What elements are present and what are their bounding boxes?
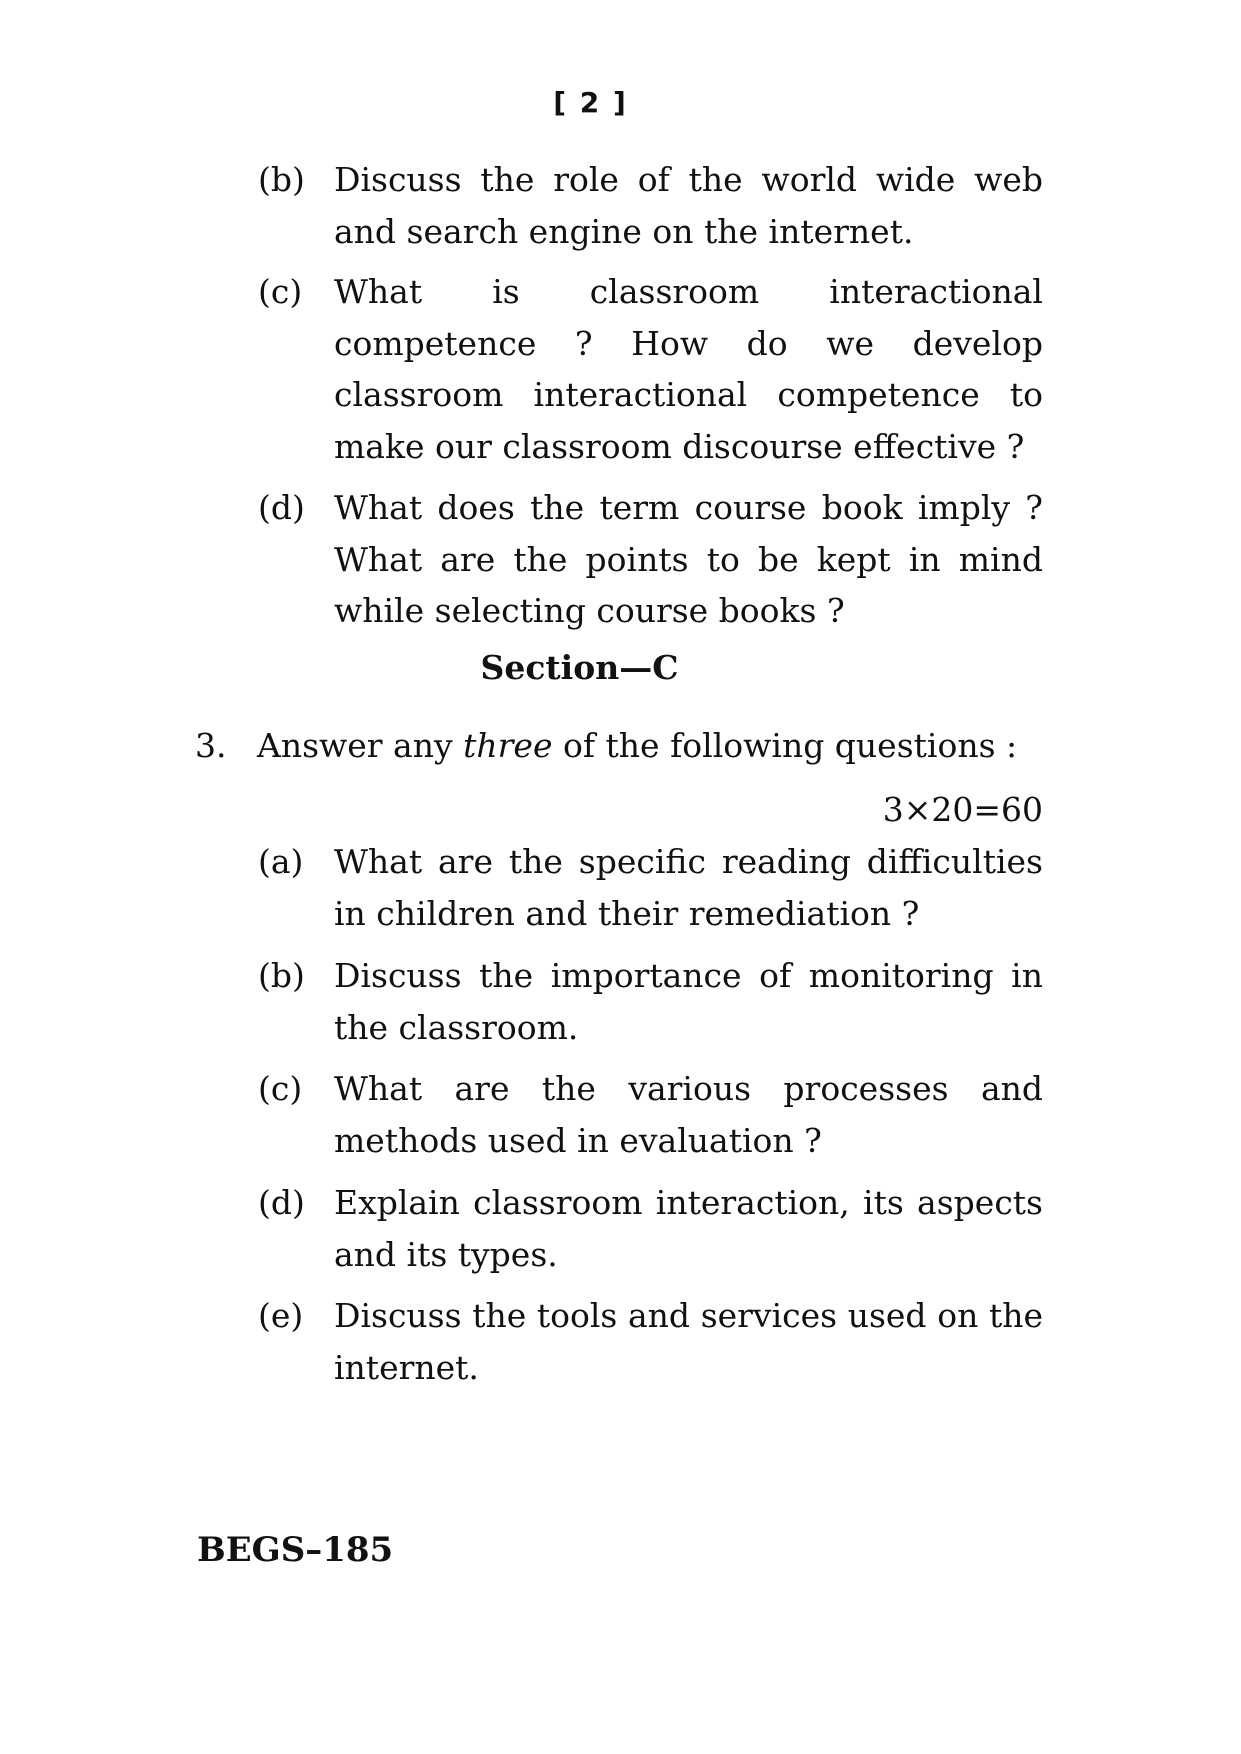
- question-3e: [258, 1290, 1043, 1393]
- marks-allocation: 3×20=60: [882, 790, 1043, 829]
- page-number: [ 2 ]: [553, 86, 628, 119]
- question-3d: [258, 1177, 1043, 1280]
- question-number: 3.: [195, 726, 227, 765]
- item-text: Explain classroom interaction, its aspects and its types.: [334, 1183, 1043, 1274]
- section-title-text: Section—C: [480, 648, 679, 687]
- item-text: Discuss the tools and services used on the internet.: [334, 1296, 1043, 1387]
- item-text: What is classroom interactional competence ? How do we develop classroom interactional competence to make our classroom discourse effective ?: [334, 272, 1043, 466]
- item-label: (c): [258, 1069, 303, 1108]
- question-2c: [258, 266, 1043, 472]
- question-3a: [258, 836, 1043, 939]
- item-label: (b): [258, 160, 305, 199]
- paper-code: BEGS–185: [197, 1530, 394, 1570]
- item-text: What does the term course book imply ? What are the points to be kept in mind while selecting course books ?: [334, 488, 1043, 630]
- item-text: Discuss the role of the world wide web and search engine on the internet.: [334, 160, 1043, 251]
- question-3b: [258, 950, 1043, 1053]
- instruction-after: of the following questions :: [552, 726, 1018, 765]
- item-label: (e): [258, 1296, 304, 1335]
- question-3-instruction: [195, 720, 1017, 771]
- question-2b: [258, 154, 1043, 257]
- item-text: What are the specific reading difficulties in children and their remediation ?: [334, 842, 1043, 933]
- item-text: Discuss the importance of monitoring in the classroom.: [334, 956, 1043, 1047]
- item-label: (d): [258, 1183, 305, 1222]
- item-label: (c): [258, 272, 303, 311]
- instruction-emphasis: three: [463, 726, 553, 765]
- item-label: (a): [258, 842, 304, 881]
- section-title: [0, 648, 1241, 687]
- item-label: (b): [258, 956, 305, 995]
- instruction-before: Answer any: [257, 726, 464, 765]
- question-3c: [258, 1063, 1043, 1166]
- item-text: What are the various processes and methods used in evaluation ?: [334, 1069, 1043, 1160]
- question-2d: [258, 482, 1043, 637]
- item-label: (d): [258, 488, 305, 527]
